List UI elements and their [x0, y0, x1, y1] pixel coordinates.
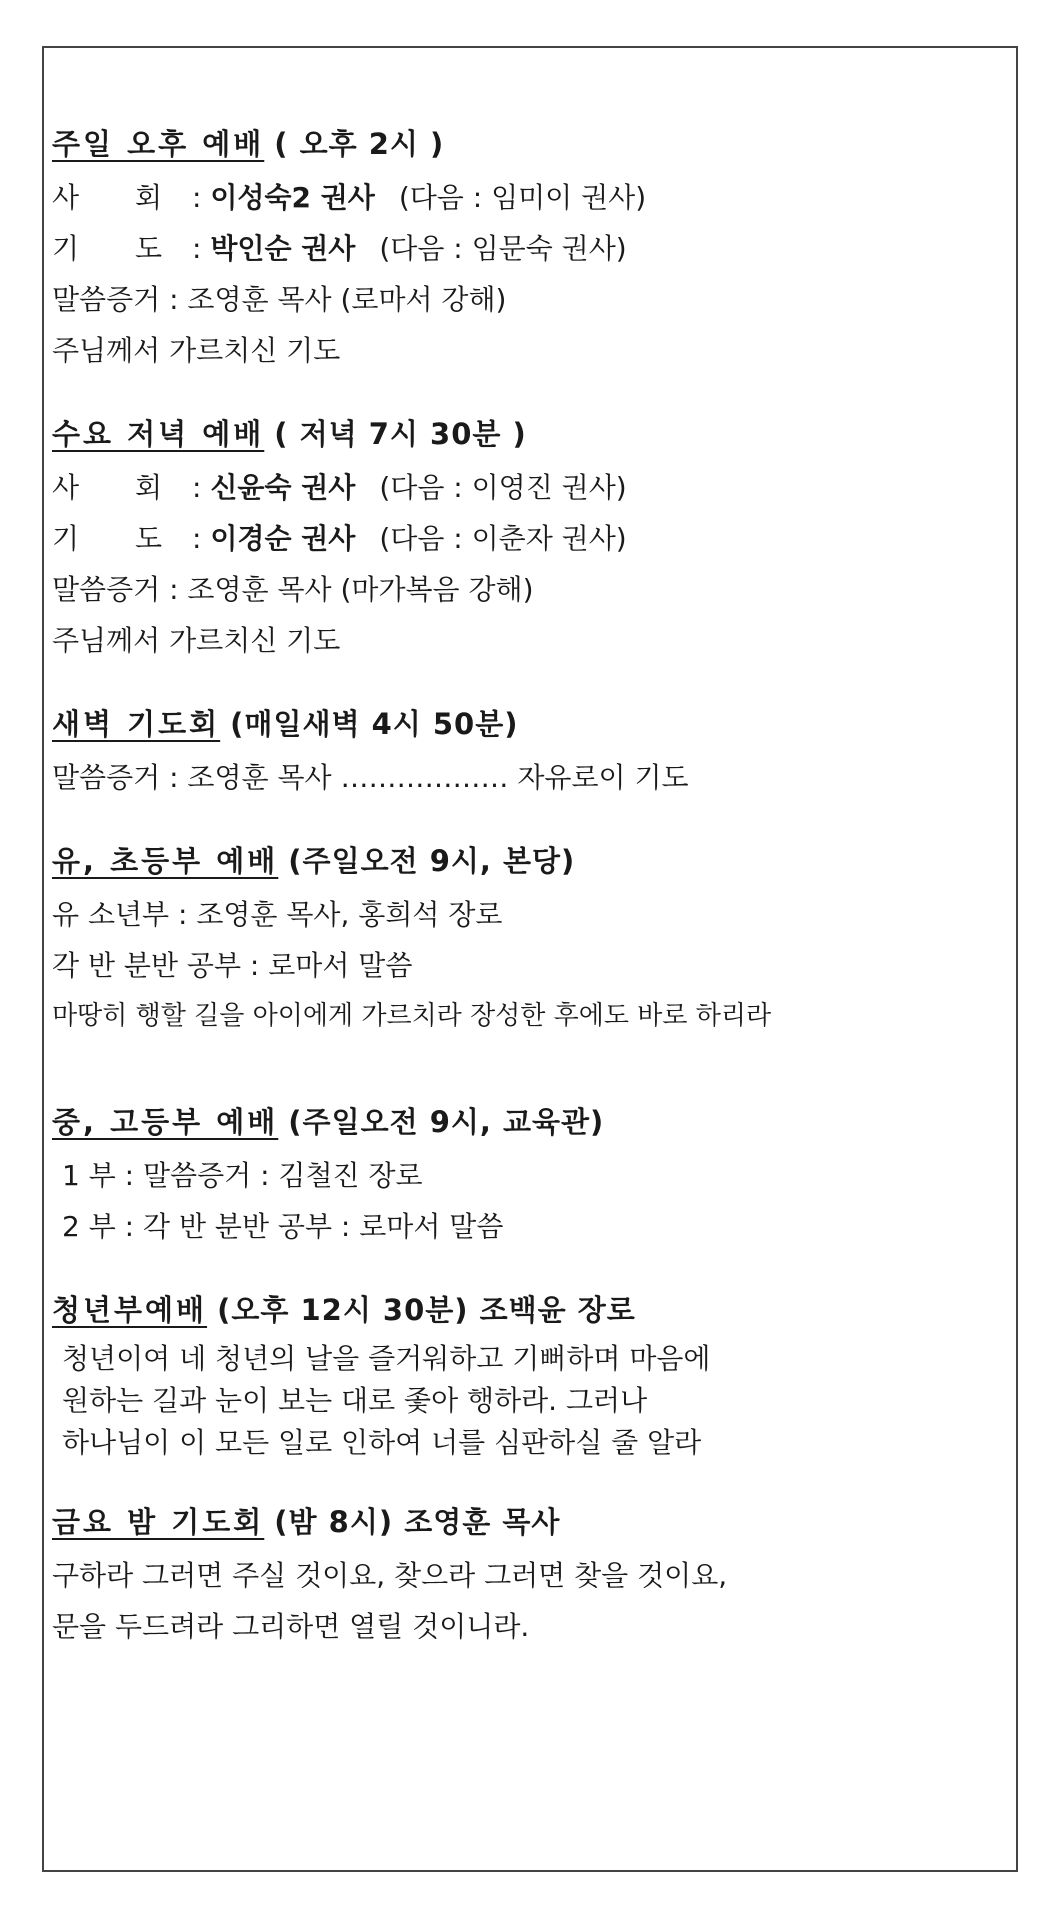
prayer-next: (다음 : 임문숙 권사)	[379, 232, 627, 265]
host-name: 이성숙2 권사	[210, 181, 375, 214]
sermon-line: 말씀증거 : 조영훈 목사 (마가복음 강해)	[52, 573, 534, 606]
sunday-afternoon-service	[52, 122, 942, 376]
section-time: ( 저녁 7시 30분 )	[274, 417, 527, 451]
host-next: (다음 : 임미이 권사)	[398, 181, 647, 214]
verse-line: 문을 두드려라 그리하면 열릴 것이니라.	[52, 1610, 530, 1643]
prayer-label: 기 도	[52, 232, 162, 265]
part1-line: 1 부 : 말씀증거 : 김철진 장로	[62, 1159, 423, 1192]
section-heading	[52, 1100, 942, 1144]
section-heading	[52, 412, 942, 456]
section-title: 청년부예배	[52, 1293, 208, 1327]
section-title: 중, 고등부 예배	[52, 1105, 279, 1139]
host-next: (다음 : 이영진 권사)	[379, 471, 627, 504]
prayer-next: (다음 : 이춘자 권사)	[379, 522, 627, 555]
section-heading	[52, 702, 942, 746]
host-name: 신윤숙 권사	[210, 471, 356, 504]
host-label: 사 회	[52, 181, 162, 214]
section-heading	[52, 839, 942, 883]
prayer-name: 이경순 권사	[210, 522, 356, 555]
worship-schedule	[52, 122, 942, 1688]
elementary-service	[52, 839, 942, 1042]
leader-line: 유 소년부 : 조영훈 목사, 홍희석 장로	[52, 898, 503, 931]
section-heading	[52, 1288, 942, 1332]
prayer-name: 박인순 권사	[210, 232, 356, 265]
sermon-line: 말씀증거 : 조영훈 목사 ……………… 자유로이 기도	[52, 761, 689, 794]
section-time: (오후 12시 30분) 조백윤 장로	[217, 1293, 636, 1327]
section-title: 수요 저녁 예배	[52, 417, 265, 451]
section-title: 금요 밤 기도회	[52, 1505, 265, 1539]
host-label: 사 회	[52, 471, 162, 504]
section-time: (매일새벽 4시 50분)	[230, 707, 519, 741]
prayer-line: 기 도 : 이경순 권사 (다음 : 이춘자 권사)	[52, 513, 942, 564]
section-title: 새벽 기도회	[52, 707, 221, 741]
section-heading	[52, 122, 942, 166]
host-line: 사 회 : 이성숙2 권사 (다음 : 임미이 권사)	[52, 172, 942, 223]
section-heading	[52, 1500, 942, 1544]
closing-line: 주님께서 가르치신 기도	[52, 624, 341, 657]
verse-line: 청년이여 네 청년의 날을 즐거워하고 기뻐하며 마음에	[62, 1342, 711, 1375]
prayer-line: 기 도 : 박인순 권사 (다음 : 임문숙 권사)	[52, 223, 942, 274]
host-line: 사 회 : 신윤숙 권사 (다음 : 이영진 권사)	[52, 462, 942, 513]
closing-line: 주님께서 가르치신 기도	[52, 334, 341, 367]
verse-line: 구하라 그러면 주실 것이요, 찾으라 그러면 찾을 것이요,	[52, 1559, 728, 1592]
section-time: (주일오전 9시, 본당)	[288, 844, 576, 878]
friday-night-prayer	[52, 1500, 942, 1652]
verse-line: 마땅히 행할 길을 아이에게 가르치라 장성한 후에도 바로 하리라	[52, 1001, 772, 1031]
verse-line: 원하는 길과 눈이 보는 대로 좇아 행하라. 그러나	[62, 1384, 648, 1417]
section-title: 주일 오후 예배	[52, 127, 265, 161]
dawn-prayer-meeting	[52, 702, 942, 803]
part2-line: 2 부 : 각 반 분반 공부 : 로마서 말씀	[62, 1210, 504, 1243]
section-title: 유, 초등부 예배	[52, 844, 279, 878]
sermon-line: 말씀증거 : 조영훈 목사 (로마서 강해)	[52, 283, 507, 316]
prayer-label: 기 도	[52, 522, 162, 555]
class-line: 각 반 분반 공부 : 로마서 말씀	[52, 949, 413, 982]
section-time: (밤 8시) 조영훈 목사	[274, 1505, 561, 1539]
section-time: ( 오후 2시 )	[274, 127, 445, 161]
section-time: (주일오전 9시, 교육관)	[288, 1105, 605, 1139]
youth-service	[52, 1288, 942, 1464]
verse-line: 하나님이 이 모든 일로 인하여 너를 심판하실 줄 알라	[62, 1426, 702, 1459]
wednesday-evening-service	[52, 412, 942, 666]
secondary-service	[52, 1100, 942, 1252]
